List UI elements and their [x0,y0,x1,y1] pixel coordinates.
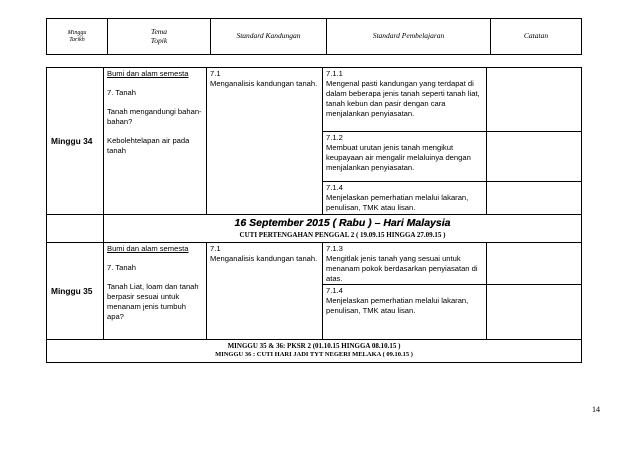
week35-sk-code: 7.1 [210,244,221,253]
week35-tema: Bumi dan alam semesta [107,244,189,253]
week34-sp1-code: 7.1.1 [326,69,343,78]
week35-sp2-code: 7.1.4 [326,286,343,296]
week34-catatan-1 [487,68,582,132]
schedule-table [46,67,582,363]
week34-tema-topik [104,68,207,215]
week35-sk [207,243,323,340]
week35-sp2-text: Menjelaskan pemerhatian melalui lakaran, penulisan, TMK atau lisan. [326,296,469,316]
header-standard-kandungan: Standard Kandungan [211,19,327,55]
week34-sp1 [323,68,487,132]
holiday1-banner [104,215,582,243]
week34-sp2-text: Membuat urutan jenis tanah mengikut keupayaan air mengalir melaluinya dengan menjalankan penyiasatan. [326,143,471,173]
week34-sk-text: Menganalisis kandungan tanah. [210,79,318,89]
holiday2-banner [47,340,582,363]
week34-row-1 [47,68,582,132]
week35-sk-text: Menganalisis kandungan tanah. [210,254,318,264]
week35-label: Minggu 35 [47,243,104,340]
page-number: 14 [592,405,600,414]
header-minggu: Minggu [67,29,87,36]
week35-tema-topik [104,243,207,340]
week34-sp2 [323,132,487,182]
week34-tema: Bumi dan alam semesta [107,69,189,78]
week34-sp1-text: Mengenal pasti kandungan yang terdapat di dalam beberapa jenis tanah seperti tanah liat, tanah kebun dan pasir dengan cara menjalankan penyiasatan. [326,79,480,119]
week35-topik: 7. Tanah [107,263,136,273]
week35-sp1-code: 7.1.3 [326,244,343,253]
week34-catatan-2 [487,132,582,182]
week34-sk [207,68,323,215]
header-table [46,18,582,55]
header-catatan: Catatan [491,19,582,55]
week35-sp2 [323,285,487,340]
holiday1-line2: CUTI PERTENGAHAN PENGGAL 2 ( 19.09.15 HINGGA 27.09.15 ) [239,230,446,239]
week34-subtopik1: Tanah mengandungi bahan-bahan? [107,107,202,127]
header-minggu-tarikh [47,19,108,55]
header-tarikh: Tarikh [69,36,85,43]
holiday1-empty-cell [47,215,104,243]
week35-sp1 [323,243,487,285]
week34-label: Minggu 34 [47,68,104,215]
week34-sk-code: 7.1 [210,69,221,78]
week35-catatan-1 [487,243,582,285]
header-standard-pembelajaran: Standard Pembelajaran [327,19,491,55]
week35-row-1 [47,243,582,285]
week34-sp2-code: 7.1.2 [326,133,343,142]
week34-sp3-text: Menjelaskan pemerhatian melalui lakaran, penulisan, TMK atau lisan. [326,193,469,213]
week34-subtopik2: Kebolehtelapan air pada tanah [107,136,190,156]
week35-subtopik: Tanah Liat, loam dan tanah berpasir sesuai untuk menanam jenis tumbuh apa? [107,282,199,322]
week34-catatan-3 [487,182,582,215]
week35-sp1-text: Mengitlak jenis tanah yang sesuai untuk menanam pokok berdasarkan penyiasatan di atas. [326,254,478,284]
week35-catatan-2 [487,285,582,340]
holiday2-line1: MINGGU 35 & 36: PKSR 2 (01.10.15 HINGGA 08.10.15 ) [227,342,401,351]
header-tema: Tema [151,26,167,36]
holiday1-row [47,215,582,243]
week34-sp3-code: 7.1.4 [326,183,343,192]
holiday2-row [47,340,582,363]
header-tema-topik [108,19,211,55]
week34-sp3 [323,182,487,215]
week34-topik: 7. Tanah [107,88,136,98]
holiday2-line2: MINGGU 36 : CUTI HARI JADI TYT NEGERI MELAKA ( 09.10.15 ) [215,351,413,359]
header-topik: Topik [150,35,168,45]
holiday1-line1: 16 September 2015 ( Rabu ) – Hari Malaysia [234,217,451,230]
